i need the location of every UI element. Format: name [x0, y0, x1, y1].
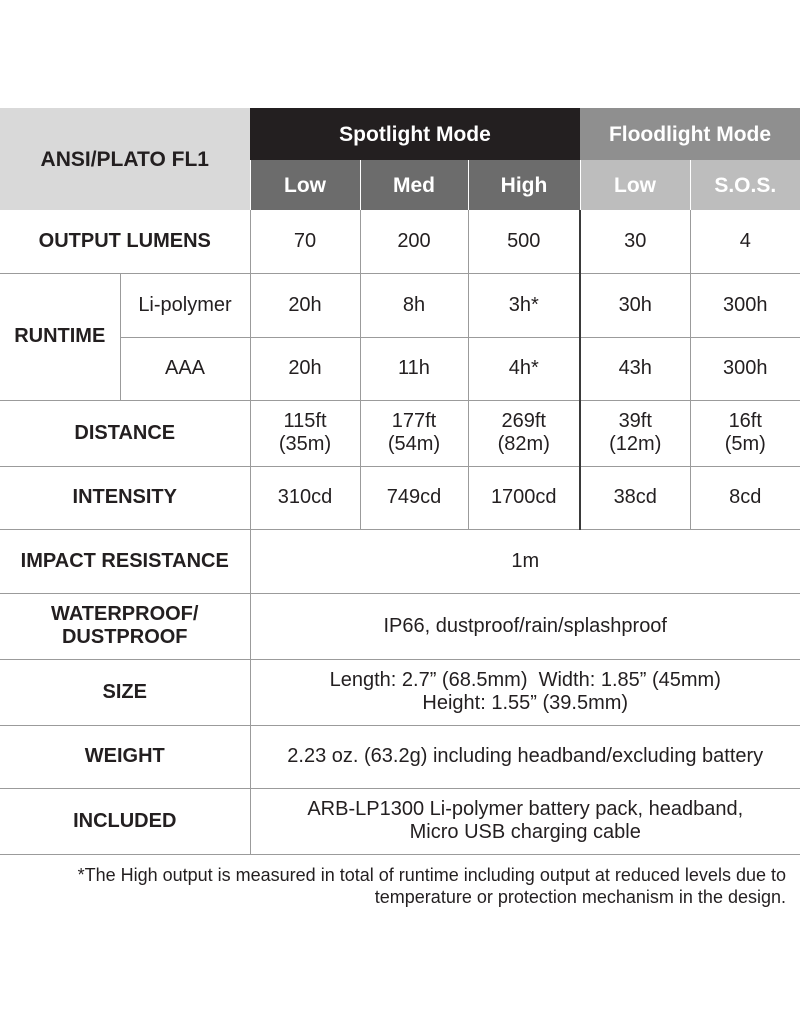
distance-value	[690, 400, 800, 466]
intensity-value: 8cd	[690, 466, 800, 529]
included-line1: ARB-LP1300 Li-polymer battery pack, headband,	[307, 798, 744, 820]
distance-m: (35m)	[278, 433, 332, 455]
output-value: 30	[580, 210, 690, 273]
size-value	[250, 659, 800, 725]
floodlight-mode-header: Floodlight Mode	[580, 108, 800, 160]
distance-ft: 16ft	[728, 410, 762, 432]
intensity-label: INTENSITY	[0, 466, 250, 529]
distance-row	[0, 400, 800, 466]
mode-spot-high: High	[468, 160, 580, 210]
aaa-runtime-value: 300h	[690, 337, 800, 400]
mode-spot-low: Low	[250, 160, 360, 210]
size-line2: Height: 1.55” (39.5mm)	[422, 692, 629, 714]
intensity-value: 310cd	[250, 466, 360, 529]
waterproof-label	[0, 593, 250, 659]
distance-m: (12m)	[609, 433, 662, 455]
included-row	[0, 788, 800, 854]
spec-table	[0, 108, 800, 855]
size-row	[0, 659, 800, 725]
output-lumens-row	[0, 210, 800, 273]
intensity-value: 1700cd	[468, 466, 580, 529]
size-label: SIZE	[0, 659, 250, 725]
included-value	[250, 788, 800, 854]
aaa-runtime-value: 4h*	[468, 337, 580, 400]
aaa-runtime-value: 20h	[250, 337, 360, 400]
distance-value	[580, 400, 690, 466]
included-label: INCLUDED	[0, 788, 250, 854]
impact-label: IMPACT RESISTANCE	[0, 529, 250, 593]
distance-label: DISTANCE	[0, 400, 250, 466]
intensity-value: 749cd	[360, 466, 468, 529]
output-value: 70	[250, 210, 360, 273]
distance-m: (5m)	[724, 433, 766, 455]
distance-ft: 269ft	[501, 410, 546, 432]
waterproof-value: IP66, dustproof/rain/splashproof	[250, 593, 800, 659]
lipo-runtime-value: 3h*	[468, 273, 580, 337]
lipo-runtime-value: 30h	[580, 273, 690, 337]
distance-ft: 39ft	[618, 410, 652, 432]
distance-value	[250, 400, 360, 466]
lipo-runtime-value: 300h	[690, 273, 800, 337]
spotlight-mode-header: Spotlight Mode	[250, 108, 580, 160]
mode-flood-sos: S.O.S.	[690, 160, 800, 210]
output-value: 200	[360, 210, 468, 273]
aaa-label: AAA	[120, 337, 250, 400]
intensity-value: 38cd	[580, 466, 690, 529]
impact-value: 1m	[250, 529, 800, 593]
distance-m: (82m)	[497, 433, 550, 455]
standard-header: ANSI/PLATO FL1	[0, 108, 250, 210]
distance-ft: 115ft	[283, 410, 327, 432]
footnote-line1: *The High output is measured in total of runtime including output at reduced levels due to	[77, 865, 786, 885]
mode-spot-med: Med	[360, 160, 468, 210]
lipo-runtime-value: 20h	[250, 273, 360, 337]
runtime-lipo-row	[0, 273, 800, 337]
runtime-label: RUNTIME	[0, 273, 120, 400]
distance-m: (54m)	[387, 433, 441, 455]
weight-value: 2.23 oz. (63.2g) including headband/excluding battery	[250, 725, 800, 788]
output-value: 4	[690, 210, 800, 273]
intensity-row	[0, 466, 800, 529]
output-lumens-label: OUTPUT LUMENS	[0, 210, 250, 273]
lipo-label: Li-polymer	[120, 273, 250, 337]
waterproof-row	[0, 593, 800, 659]
lipo-runtime-value: 8h	[360, 273, 468, 337]
mode-flood-low: Low	[580, 160, 690, 210]
size-line1: Length: 2.7” (68.5mm) Width: 1.85” (45mm)	[329, 669, 721, 691]
footnote-line2: temperature or protection mechanism in the design.	[374, 887, 786, 907]
waterproof-label-line1: WATERPROOF/	[51, 603, 199, 625]
distance-ft: 177ft	[391, 410, 437, 432]
footnote	[26, 864, 786, 908]
distance-value	[468, 400, 580, 466]
aaa-runtime-value: 11h	[360, 337, 468, 400]
waterproof-label-line2: DUSTPROOF	[61, 626, 188, 648]
distance-value	[360, 400, 468, 466]
aaa-runtime-value: 43h	[580, 337, 690, 400]
impact-row	[0, 529, 800, 593]
weight-row	[0, 725, 800, 788]
output-value: 500	[468, 210, 580, 273]
weight-label: WEIGHT	[0, 725, 250, 788]
included-line2: Micro USB charging cable	[409, 821, 641, 843]
runtime-aaa-row	[0, 337, 800, 400]
